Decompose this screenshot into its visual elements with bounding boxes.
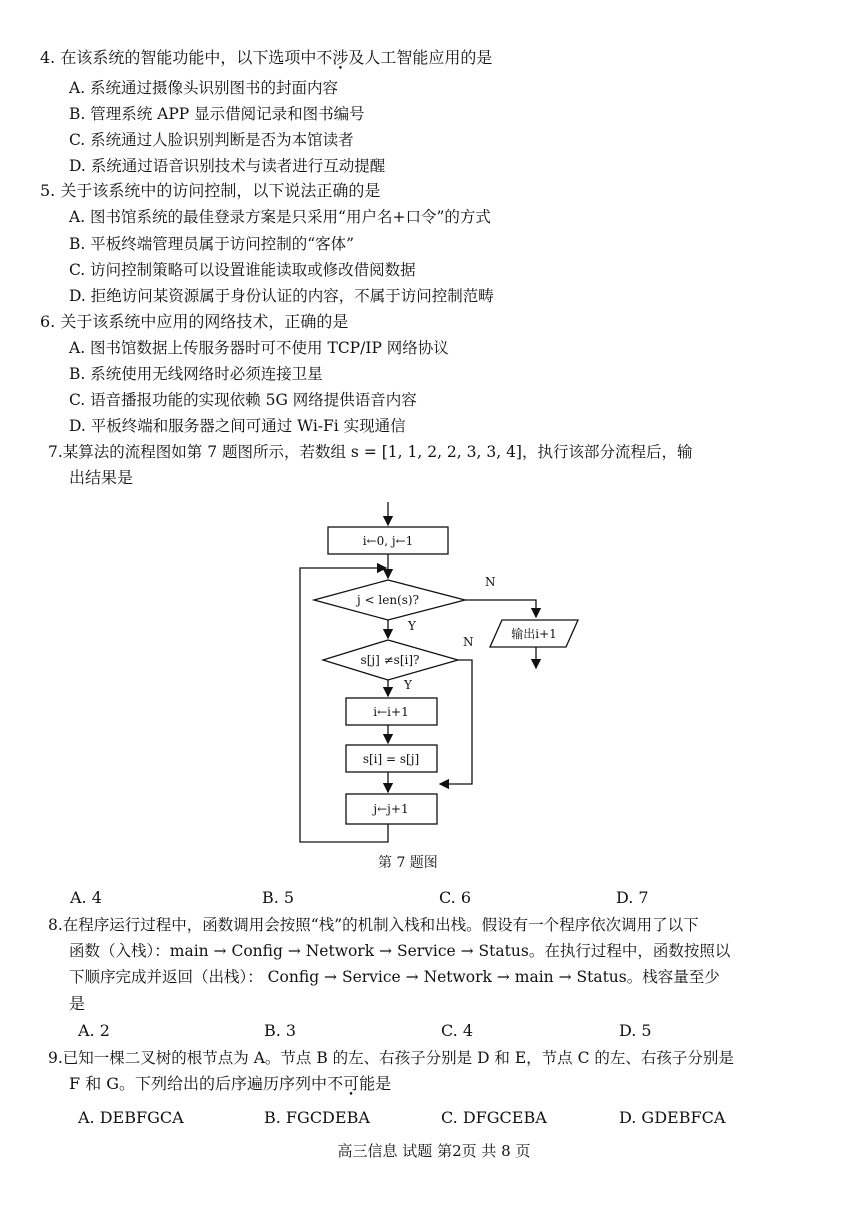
q4-option-d: D. 系统通过语音识别技术与读者进行互动提醒 (69, 157, 386, 175)
step2-label: s[i] = s[j] (362, 752, 420, 766)
q9-line2-pre: F 和 G。下列给出的后序遍历序列中 (69, 1074, 328, 1093)
q9-line1: 9.已知一棵二叉树的根节点为 A。节点 B 的左、右孩子分别是 D 和 E，节点 C 的左、右孩子分别是 (48, 1049, 734, 1067)
init-label: i←0, j←1 (362, 534, 414, 548)
q7-choice-b: B. 5 (262, 888, 295, 907)
q9-line2-post: 是 (375, 1074, 392, 1093)
cond2-label: s[j] ≠s[i]? (360, 653, 420, 667)
q5-option-c: C. 访问控制策略可以设置谁能读取或修改借阅数据 (69, 261, 416, 279)
q9-choice-d: D. GDEBFCA (619, 1108, 726, 1127)
output-label: 输出i+1 (511, 627, 557, 641)
cond2-yes-label: Y (404, 678, 412, 692)
q8-line3: 下顺序完成并返回（出栈）： Config → Service → Network → main → Status。栈容量至少 (69, 968, 720, 986)
q4-stem (40, 47, 492, 69)
q6-stem: 6. 关于该系统中应用的网络技术，正确的是 (40, 312, 349, 331)
q8-choice-c: C. 4 (441, 1021, 474, 1040)
q6-option-b: B. 系统使用无线网络时必须连接卫星 (69, 365, 323, 383)
q9-line2 (69, 1073, 391, 1095)
arrow-cond1-no (465, 600, 536, 617)
q5-option-d: D. 拒绝访问某资源属于身份认证的内容，不属于访问控制范畴 (69, 287, 494, 305)
q4-stem-emphasis: 不涉及 (316, 48, 365, 67)
q8-line4: 是 (69, 994, 86, 1013)
q7-choice-a: A. 4 (70, 888, 102, 907)
q9-choice-c: C. DFGCEBA (441, 1108, 547, 1127)
q5-option-a: A. 图书馆系统的最佳登录方案是只采用“用户名+口令”的方式 (69, 208, 491, 226)
step3-label: j←j+1 (373, 802, 409, 816)
q6-option-d: D. 平板终端和服务器之间可通过 Wi-Fi 实现通信 (69, 417, 406, 435)
q8-line1: 8.在程序运行过程中，函数调用会按照“栈”的机制入栈和出栈。假设有一个程序依次调用了以下 (48, 916, 699, 934)
q9-choice-b: B. FGCDEBA (264, 1108, 370, 1127)
q5-stem: 5. 关于该系统中的访问控制，以下说法正确的是 (40, 181, 381, 200)
cond1-no-label: N (485, 575, 496, 589)
q4-stem-post: 人工智能应用的是 (364, 48, 493, 67)
q6-option-c: C. 语音播报功能的实现依赖 5G 网络提供语音内容 (69, 391, 417, 409)
q7-figure-caption: 第 7 题图 (378, 855, 438, 871)
q5-option-b: B. 平板终端管理员属于访问控制的“客体” (69, 235, 355, 253)
arrow-cond2-no (440, 660, 472, 784)
q7-choice-d: D. 7 (616, 888, 649, 907)
q8-line2: 函数（入栈）：main → Config → Network → Service → Status。在执行过程中，函数按照以 (69, 942, 731, 960)
step1-label: i←i+1 (373, 705, 409, 719)
cond2-no-label: N (463, 635, 474, 649)
q7-stem-line2: 出结果是 (69, 468, 134, 487)
cond1-label: j < len(s)? (356, 593, 420, 607)
q7-choice-c: C. 6 (439, 888, 472, 907)
q7-stem-line1: 7.某算法的流程图如第 7 题图所示，若数组 s = [1, 1, 2, 2, 3, 3, 4]，执行该部分流程后，输 (48, 443, 693, 461)
q7-flowchart (280, 500, 600, 850)
q8-choice-a: A. 2 (78, 1021, 110, 1040)
page-footer: 高三信息 试题 第2页 共 8 页 (337, 1142, 531, 1160)
q8-choice-d: D. 5 (619, 1021, 652, 1040)
q4-option-a: A. 系统通过摄像头识别图书的封面内容 (69, 79, 339, 97)
q6-option-a: A. 图书馆数据上传服务器时可不使用 TCP/IP 网络协议 (69, 339, 449, 357)
q4-option-b: B. 管理系统 APP 显示借阅记录和图书编号 (69, 105, 365, 123)
q4-stem-pre: 4. 在该系统的智能功能中，以下选项中 (40, 48, 317, 67)
q9-line2-emphasis: 不可能 (327, 1074, 376, 1093)
q8-choice-b: B. 3 (264, 1021, 297, 1040)
q9-choice-a: A. DEBFGCA (78, 1108, 184, 1127)
cond1-yes-label: Y (408, 619, 416, 633)
q4-option-c: C. 系统通过人脸识别判断是否为本馆读者 (69, 131, 354, 149)
